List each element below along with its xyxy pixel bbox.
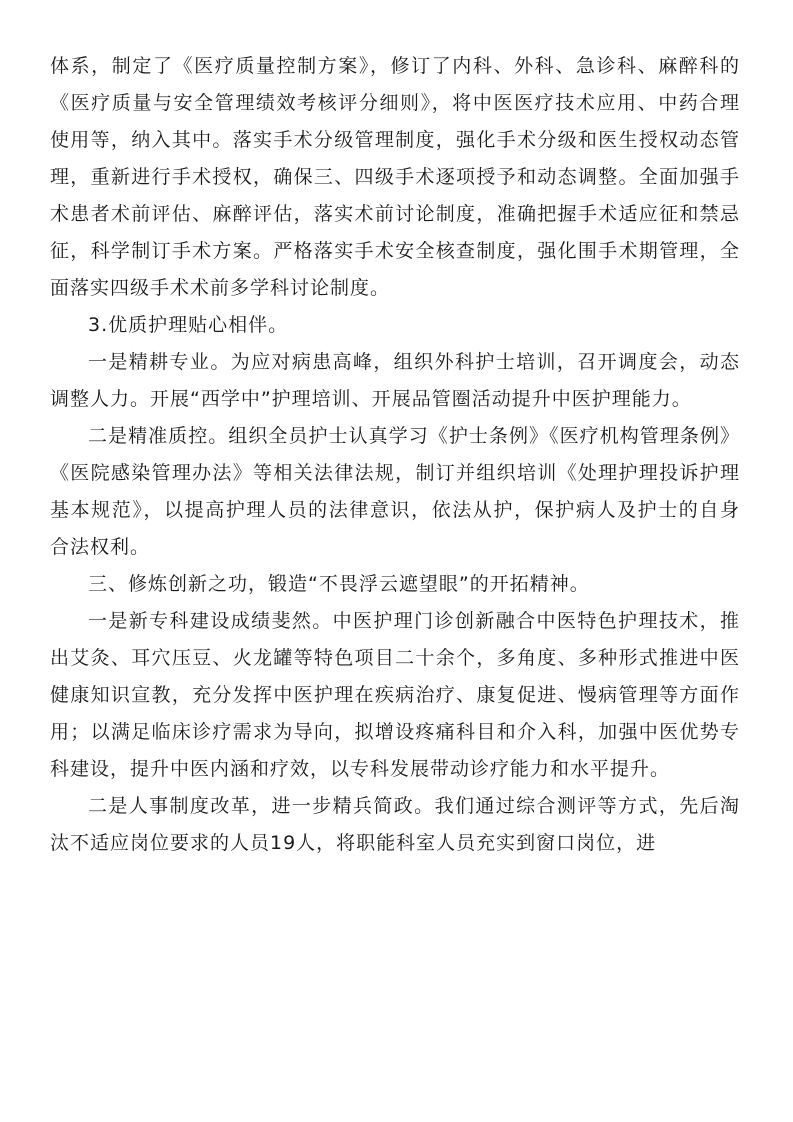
paragraph-quality-control: 二是精准质控。组织全员护士认真学习《护士条例》《医疗机构管理条例》《医院感染管理办法》等相关法律法规，制订并组织培训《处理护理投诉护理基本规范》，以提高护理人员的法律意识，依法从护，保护病人及护士的自身合法权利。	[50, 425, 740, 558]
section-heading-nursing: 3.优质护理贴心相伴。	[88, 314, 289, 336]
section-heading-innovation: 三、修炼创新之功，锻造“不畏浮云遮望眼”的开拓精神。	[88, 573, 590, 595]
paragraph-continuation: 体系，制定了《医疗质量控制方案》，修订了内科、外科、急诊科、麻醉科的《医疗质量与安全管理绩效考核评分细则》，将中医医疗技术应用、中药合理使用等，纳入其中。落实手术分级管理制度，强化手术分级和医生授权动态管理，重新进行手术授权，确保三、四级手术逐项授予和动态调整。全面加强手术患者术前评估、麻醉评估，落实术前讨论制度，准确把握手术适应征和禁忌征，科学制订手术方案。严格落实手术安全核查制度，强化围手术期管理，全面落实四级手术术前多学科讨论制度。	[50, 55, 740, 299]
paragraph-personnel-reform: 二是人事制度改革，进一步精兵简政。我们通过综合测评等方式，先后淘汰不适应岗位要求的人员19人，将职能科室人员充实到窗口岗位，进	[50, 795, 740, 854]
document-body	[50, 48, 740, 862]
paragraph-new-specialty: 一是新专科建设成绩斐然。中医护理门诊创新融合中医特色护理技术，推出艾灸、耳穴压豆、火龙罐等特色项目二十余个，多角度、多种形式推进中医健康知识宣教，充分发挥中医护理在疾病治疗、康复促进、慢病管理等方面作用；以满足临床诊疗需求为导向，拟增设疼痛科目和介入科，加强中医优势专科建设，提升中医内涵和疗效，以专科发展带动诊疗能力和水平提升。	[50, 610, 740, 780]
paragraph-specialty: 一是精耕专业。为应对病患高峰，组织外科护士培训，召开调度会，动态调整人力。开展“西学中”护理培训、开展品管圈活动提升中医护理能力。	[50, 351, 740, 410]
